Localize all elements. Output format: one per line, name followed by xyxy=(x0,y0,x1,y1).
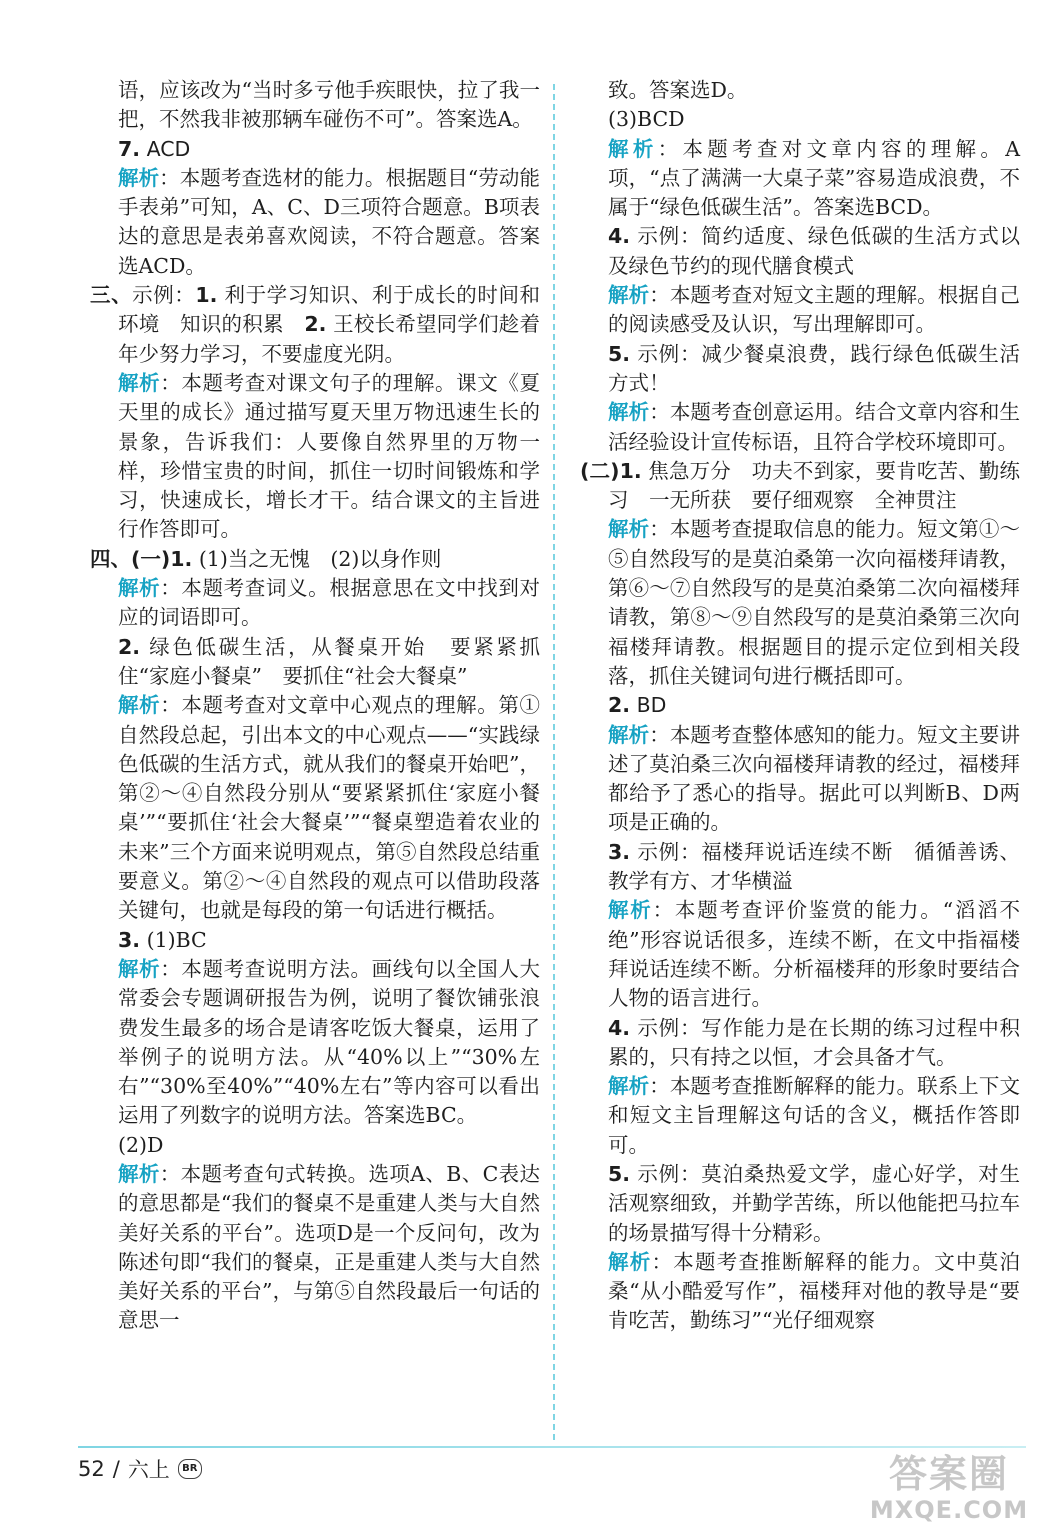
right-paragraph xyxy=(580,1248,1020,1336)
left-paragraph xyxy=(90,1131,540,1160)
analysis-label: 解析 xyxy=(608,898,653,923)
paragraph-text: 王校长希望同学们趁着年少努力学习，不要虚度光阴。 xyxy=(118,312,540,366)
paragraph-text: (1)当之无愧 (2)以身作则 xyxy=(192,546,442,571)
analysis-label: 解析 xyxy=(608,400,650,425)
left-paragraph xyxy=(90,135,540,164)
left-paragraph xyxy=(90,691,540,925)
right-paragraph xyxy=(580,76,1020,105)
page-number: 52 xyxy=(78,1457,105,1481)
paragraph-text: ：本题考查评价鉴赏的能力。“滔滔不绝”形容说话很多，连续不断，在文中指福楼拜说话连续不断。分析福楼拜的形象时要结合人物的语言进行。 xyxy=(608,898,1021,1011)
paragraph-text: 致。答案选D。 xyxy=(608,78,748,102)
paragraph-text: 示例：福楼拜说话连续不断 循循善诱、教学有方、才华横溢 xyxy=(608,839,1020,894)
footer-separator: / xyxy=(112,1457,120,1481)
item-number: 3. xyxy=(118,927,141,952)
section-marker: 四、(一) xyxy=(90,546,171,571)
analysis-label: 解析 xyxy=(608,283,650,308)
left-paragraph xyxy=(90,369,540,545)
left-paragraph xyxy=(90,164,540,281)
paragraph-text: ：本题考查整体感知的能力。短文主要讲述了莫泊桑三次向福楼拜请教的经过，福楼拜都给予了悉心的指导。据此可以判断B、D两项是正确的。 xyxy=(608,722,1021,835)
item-number: 1. xyxy=(170,546,193,571)
paragraph-text: ：本题考查对课文句子的理解。课文《夏天里的成长》通过描写夏天里万物迅速生长的景象，告诉我们：人要像自然界里的万物一样，珍惜宝贵的时间，抓住一切时间锻炼和学习，快速成长，增长才干。结合课文的主旨进行作答即可。 xyxy=(118,370,541,542)
watermark-title: 答案圈 xyxy=(888,1452,1009,1496)
paragraph-text: ：本题考查对文章中心观点的理解。第①自然段总起，引出本文的中心观点——“实践绿色低碳的生活方式，就从我们的餐桌开始吧”，第②～④自然段分别从“要紧紧抓住‘家庭小餐桌’”“要抓住‘社会大餐桌’”“餐桌塑造着农业的未来”三个方面来说明观点，第⑤自然段总结重要意义。第②～④自然段的观点可以借助段落关键句，也就是每段的第一句话进行概括。 xyxy=(118,693,541,923)
analysis-label: 解析 xyxy=(118,956,161,981)
right-paragraph xyxy=(580,457,1020,516)
left-paragraph xyxy=(90,926,540,955)
right-paragraph xyxy=(580,1072,1020,1160)
paragraph-text: 利于学习知识、利于成长的时间和环境 知识的积累 xyxy=(118,283,541,337)
answer-text: ACD xyxy=(140,136,191,161)
right-paragraph xyxy=(580,398,1020,457)
right-column xyxy=(580,76,1020,1336)
watermark xyxy=(864,1452,1034,1532)
right-paragraph xyxy=(580,1014,1020,1073)
item-number: 4. xyxy=(608,1015,631,1040)
right-paragraph xyxy=(580,838,1020,897)
paragraph-text: 语，应该改为“当时多亏他手疾眼快，拉了我一把，不然我非被那辆车碰伤不可”。答案选A。 xyxy=(118,78,540,132)
paragraph-text: (3)BCD xyxy=(608,107,685,132)
paragraph-text: ：本题考查推断解释的能力。文中莫泊桑“从小酷爱写作”，福楼拜对他的教导是“要肯吃苦，勤练习”“光仔细观察 xyxy=(608,1249,1020,1333)
right-paragraph xyxy=(580,222,1020,281)
item-number: 2. xyxy=(118,634,141,659)
paragraph-text: ：本题考查创意运用。结合文章内容和生活经验设计宣传标语，且符合学校环境即可。 xyxy=(608,400,1021,454)
analysis-label: 解析 xyxy=(118,693,161,718)
paragraph-text: 示例：莫泊桑热爱文学，虚心好学，对生活观察细致，并勤学苦练，所以他能把马拉车的场景描写得十分精彩。 xyxy=(608,1161,1020,1245)
item-number: 2. xyxy=(608,693,631,718)
paragraph-text: (1)BC xyxy=(140,927,207,952)
paragraph-text: ：本题考查说明方法。画线句以全国人大常委会专题调研报告为例，说明了餐饮铺张浪费发生最多的场合是请客吃饭大餐桌，运用了举例子的说明方法。从“40%以上”“30%左右”“30%至40%”“40%左右”等内容可以看出运用了列数字的说明方法。答案选BC。 xyxy=(118,956,541,1128)
right-paragraph xyxy=(580,105,1020,134)
right-paragraph xyxy=(580,281,1020,340)
item-number: 5. xyxy=(608,341,631,366)
left-column xyxy=(90,76,540,1336)
paragraph-text: (2)D xyxy=(118,1132,164,1157)
left-paragraph xyxy=(90,1160,540,1336)
analysis-label: 解析 xyxy=(608,1249,652,1274)
paragraph-text: ：本题考查选材的能力。根据题目“劳动能手表弟”可知，A、C、D三项符合题意。B项表达的意思是表弟喜欢阅读，不符合题意。答案选ACD。 xyxy=(118,165,540,278)
analysis-label: 解析 xyxy=(608,722,650,747)
section-marker: 三、 xyxy=(90,283,133,308)
edition-badge-icon: BR xyxy=(178,1459,202,1479)
left-paragraph xyxy=(90,633,540,692)
watermark-url: MXQE.COM xyxy=(869,1496,1029,1524)
left-paragraph xyxy=(90,545,540,574)
paragraph-text: ：本题考查提取信息的能力。短文第①～⑤自然段写的是莫泊桑第一次向福楼拜请教，第⑥～⑦自然段写的是莫泊桑第二次向福楼拜请教，第⑧～⑨自然段写的是莫泊桑第三次向福楼拜请教。根据题目的提示定位到相关段落，抓住关键词句进行概括即可。 xyxy=(608,517,1021,688)
answer-text: BD xyxy=(630,693,667,718)
item-number: 3. xyxy=(608,839,631,864)
right-paragraph xyxy=(580,691,1020,720)
analysis-label: 解析 xyxy=(118,370,161,395)
left-paragraph xyxy=(90,76,540,135)
right-paragraph xyxy=(580,135,1020,223)
paragraph-text: ：本题考查句式转换。选项A、B、C表达的意思都是“我们的餐桌不是重建人类与大自然美好关系的平台”。选项D是一个反问句，改为陈述句即“我们的餐桌，正是重建人类与大自然美好关系的平台”，与第⑤自然段最后一句话的意思一 xyxy=(118,1161,540,1333)
paragraph-text: ：本题考查对短文主题的理解。根据自己的阅读感受及认识，写出理解即可。 xyxy=(608,283,1021,337)
analysis-label: 解析 xyxy=(118,165,160,190)
paragraph-text: 焦急万分 功夫不到家，要肯吃苦、勤练习 一无所获 要仔细观察 全神贯注 xyxy=(608,458,1020,513)
grade-label: 六上 xyxy=(127,1458,170,1482)
paragraph-text: 示例：减少餐桌浪费，践行绿色低碳生活方式！ xyxy=(608,341,1020,395)
left-paragraph xyxy=(90,955,540,1131)
item-number: 5. xyxy=(608,1161,631,1186)
paragraph-text: 绿色低碳生活，从餐桌开始 要紧紧抓住“家庭小餐桌” 要抓住“社会大餐桌” xyxy=(118,634,540,688)
column-divider xyxy=(553,84,555,1440)
section-marker: (二) xyxy=(580,458,620,483)
item-number: 7. xyxy=(118,136,141,161)
right-paragraph xyxy=(580,1160,1020,1248)
paragraph-text: ：本题考查推断解释的能力。联系上下文和短文主旨理解这句话的含义，概括作答即可。 xyxy=(608,1074,1021,1157)
item-number: 4. xyxy=(608,224,631,249)
item-number: 1. xyxy=(619,458,642,483)
paragraph-text: 示例：写作能力是在长期的练习过程中积累的，只有持之以恒，才会具备才气。 xyxy=(608,1015,1020,1069)
item-number: 2. xyxy=(304,312,327,337)
left-paragraph xyxy=(90,574,540,633)
analysis-label: 解析 xyxy=(608,1074,650,1099)
right-paragraph xyxy=(580,721,1020,838)
right-paragraph xyxy=(580,896,1020,1013)
item-number: 1. xyxy=(195,283,218,308)
analysis-label: 解析 xyxy=(118,576,161,601)
left-paragraph xyxy=(90,281,540,369)
paragraph-text: 示例：简约适度、绿色低碳的生活方式以及绿色节约的现代膳食模式 xyxy=(608,224,1020,278)
analysis-label: 解析 xyxy=(608,517,650,542)
right-paragraph xyxy=(580,515,1020,691)
page-footer xyxy=(78,1454,202,1484)
footer-rule xyxy=(78,1446,1026,1448)
analysis-label: 解析 xyxy=(118,1161,160,1186)
analysis-label: 解析 xyxy=(608,136,658,161)
paragraph-text: 示例： xyxy=(132,283,196,308)
right-paragraph xyxy=(580,340,1020,399)
paragraph-text: ：本题考查词义。根据意思在文中找到对应的词语即可。 xyxy=(118,576,541,630)
paragraph-text: ：本题考查对文章内容的理解。A项，“点了满满一大桌子菜”容易造成浪费，不属于“绿色低碳生活”。答案选BCD。 xyxy=(608,136,1020,220)
